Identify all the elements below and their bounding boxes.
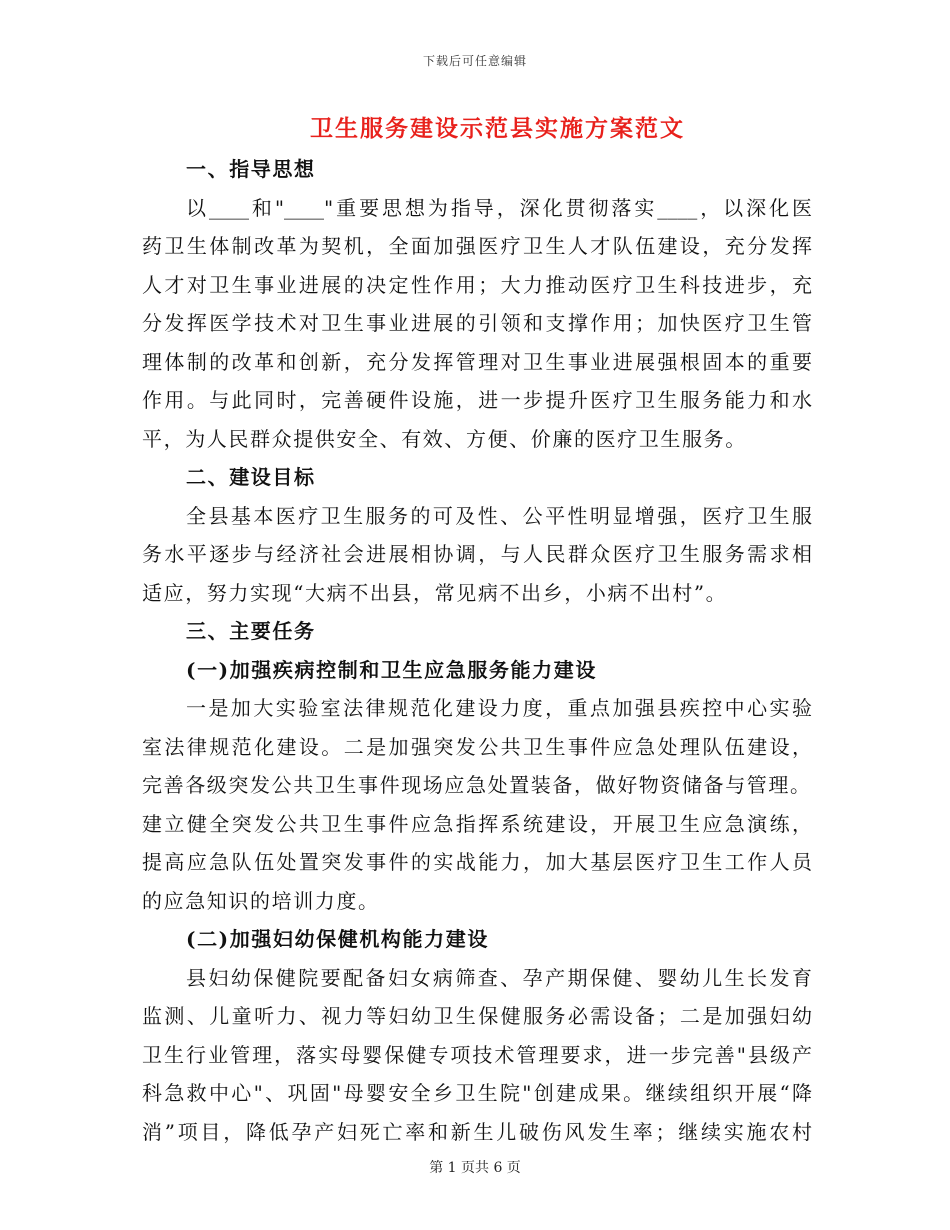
- paragraph-line: 建立健全突发公共卫生事件应急指挥系统建设，开展卫生应急演练，: [142, 811, 812, 836]
- paragraph-line: 平，为人民群众提供安全、有效、方便、价廉的医疗卫生服务。: [142, 426, 747, 451]
- paragraph-line: 科急救中心"、巩固"母婴安全乡卫生院"创建成果。继续组织开展“降: [142, 1081, 812, 1105]
- document-body: [142, 150, 812, 1151]
- paragraph-line: 理体制的改革和创新，充分发挥管理对卫生事业进展强根固本的重要: [142, 349, 812, 374]
- paragraph-line: 县妇幼保健院要配备妇女病筛查、孕产期保健、婴幼儿生长发育: [186, 965, 812, 990]
- paragraph-line: 提高应急队伍处置突发事件的实战能力，加大基层医疗卫生工作人员: [142, 850, 812, 874]
- paragraph-line: 完善各级突发公共卫生事件现场应急处置装备，做好物资储备与管理。: [142, 773, 812, 797]
- paragraph-line: 务水平逐步与经济社会进展相协调，与人民群众医疗卫生服务需求相: [142, 542, 812, 566]
- paragraph-line: 一是加大实验室法律规范化建设力度，重点加强县疾控中心实验: [186, 696, 812, 720]
- paragraph-line: 消”项目，降低孕产妇死亡率和新生儿破伤风发生率；继续实施农村: [142, 1119, 812, 1144]
- section-heading-construction-goals: 二、建设目标: [186, 465, 316, 489]
- paragraph-line: 作用。与此同时，完善硬件设施，进一步提升医疗卫生服务能力和水: [142, 388, 812, 412]
- paragraph-line: 的应急知识的培训力度。: [142, 888, 380, 913]
- paragraph-line: 适应，努力实现“大病不出县，常见病不出乡，小病不出村”。: [142, 580, 728, 605]
- paragraph-line: 全县基本医疗卫生服务的可及性、公平性明显增强，医疗卫生服: [186, 503, 812, 528]
- paragraph-line: 室法律规范化建设。二是加强突发公共卫生事件应急处理队伍建设，: [142, 734, 812, 759]
- paragraph-line: 药卫生体制改革为契机，全面加强医疗卫生人才队伍建设，充分发挥: [142, 234, 812, 258]
- paragraph-line: 分发挥医学技术对卫生事业进展的引领和支撑作用；加快医疗卫生管: [142, 311, 812, 335]
- document-title: 卫生服务建设示范县实施方案范文: [310, 115, 685, 142]
- section-heading-guiding-ideology: 一、指导思想: [186, 157, 316, 181]
- paragraph-line: 以____和"____"重要思想为指导，深化贯彻落实____，以深化医: [186, 195, 812, 220]
- paragraph-line: 人才对卫生事业进展的决定性作用；大力推动医疗卫生科技进步，充: [142, 272, 812, 297]
- paragraph-line: 监测、儿童听力、视力等妇幼卫生保健服务必需设备；二是加强妇幼: [142, 1004, 812, 1028]
- subsection-heading-maternal-child-health: (二)加强妇幼保健机构能力建设: [186, 927, 489, 951]
- page-number-footer: 第 1 页共 6 页: [429, 1160, 521, 1176]
- subsection-heading-disease-control: (一)加强疾病控制和卫生应急服务能力建设: [186, 657, 597, 682]
- section-heading-main-tasks: 三、主要任务: [186, 619, 316, 643]
- paragraph-line: 卫生行业管理，落实母婴保健专项技术管理要求，进一步完善"县级产: [142, 1042, 812, 1067]
- page-header-note: 下载后可任意编辑: [422, 54, 527, 68]
